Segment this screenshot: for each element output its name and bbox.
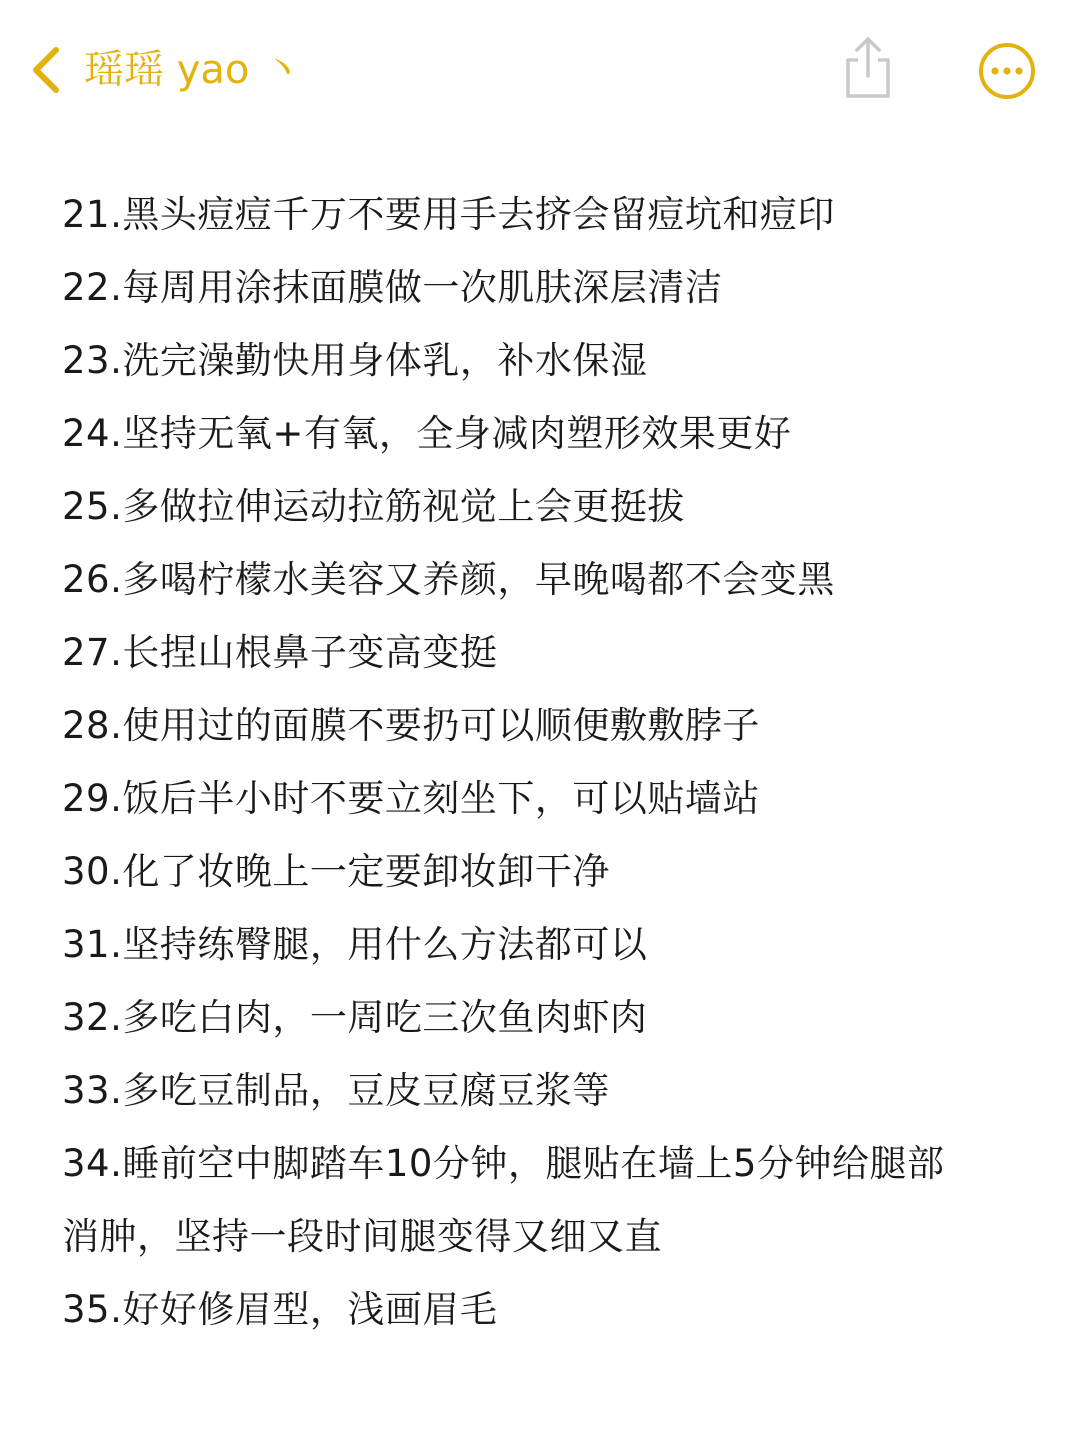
note-line: 31.坚持练臀腿，用什么方法都可以 xyxy=(62,923,648,966)
note-line: 34.睡前空中脚踏车10分钟，腿贴在墙上5分钟给腿部 xyxy=(62,1142,945,1185)
note-line: 32.多吃白肉，一周吃三次鱼肉虾肉 xyxy=(62,996,648,1039)
note-line: 23.洗完澡勤快用身体乳，补水保湿 xyxy=(62,339,648,382)
note-line: 30.化了妆晚上一定要卸妆卸干净 xyxy=(62,850,610,893)
note-body[interactable] xyxy=(62,178,1032,1346)
folder-title[interactable]: 瑶瑶 yao 丶 xyxy=(84,47,303,93)
share-icon xyxy=(838,34,898,100)
note-line: 28.使用过的面膜不要扔可以顺便敷敷脖子 xyxy=(62,704,760,747)
note-line: 22.每周用涂抹面膜做一次肌肤深层清洁 xyxy=(62,266,723,309)
note-line-continuation: 消肿，坚持一段时间腿变得又细又直 xyxy=(62,1215,662,1258)
more-button[interactable] xyxy=(978,42,1036,100)
share-button[interactable] xyxy=(838,34,898,100)
note-line: 25.多做拉伸运动拉筋视觉上会更挺拔 xyxy=(62,485,685,528)
chevron-left-icon xyxy=(28,44,64,96)
back-button[interactable] xyxy=(28,40,64,100)
note-line: 27.长捏山根鼻子变高变挺 xyxy=(62,631,498,674)
note-line: 29.饭后半小时不要立刻坐下，可以贴墙站 xyxy=(62,777,760,820)
note-line: 21.黑头痘痘千万不要用手去挤会留痘坑和痘印 xyxy=(62,193,835,236)
note-line: 26.多喝柠檬水美容又养颜，早晚喝都不会变黑 xyxy=(62,558,835,601)
note-line: 33.多吃豆制品，豆皮豆腐豆浆等 xyxy=(62,1069,610,1112)
note-line: 24.坚持无氧+有氧，全身减肉塑形效果更好 xyxy=(62,412,792,455)
more-icon xyxy=(978,42,1036,100)
navigation-bar xyxy=(0,0,1080,140)
note-line: 35.好好修眉型，浅画眉毛 xyxy=(62,1288,498,1331)
